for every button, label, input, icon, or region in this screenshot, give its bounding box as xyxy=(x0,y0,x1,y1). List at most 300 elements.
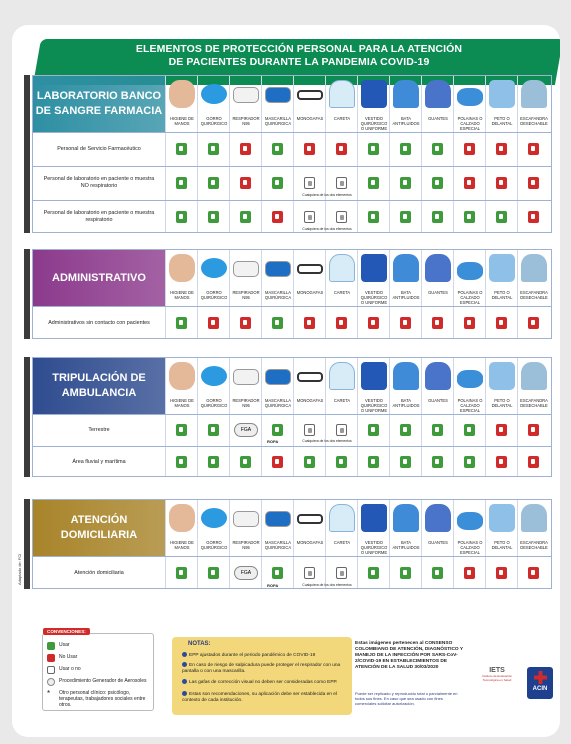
column-divider xyxy=(517,500,518,588)
column-header xyxy=(359,500,388,556)
thumbs-up-icon xyxy=(208,424,219,436)
thumbs-up-icon xyxy=(400,143,411,155)
thumbs-up-icon xyxy=(176,143,187,155)
shoe-cover-icon xyxy=(457,262,483,280)
column-header xyxy=(167,250,196,306)
column-label: HIGIENE DE MANOS xyxy=(170,290,194,300)
column-header xyxy=(455,76,484,132)
ropa-note: ROPA xyxy=(267,439,279,444)
goggles-icon xyxy=(297,264,323,274)
gloves-icon xyxy=(425,254,451,282)
apron-icon xyxy=(489,254,515,282)
column-divider xyxy=(485,76,486,232)
column-header xyxy=(231,250,260,306)
page-title xyxy=(44,43,554,69)
thumbs-up-icon xyxy=(368,456,379,468)
thumbs-up-icon xyxy=(176,317,187,329)
column-divider xyxy=(229,500,230,588)
column-header xyxy=(167,500,196,556)
column-header xyxy=(199,500,228,556)
section-side-bar xyxy=(24,249,30,339)
thumbs-optional-icon xyxy=(304,211,315,223)
column-header xyxy=(359,250,388,306)
column-header xyxy=(263,500,292,556)
number-icon xyxy=(182,679,187,684)
scrubs-icon xyxy=(361,254,387,282)
column-divider xyxy=(325,358,326,476)
column-divider xyxy=(357,250,358,338)
column-header xyxy=(327,250,356,306)
thumbs-up-icon xyxy=(272,567,283,579)
column-header xyxy=(487,250,516,306)
column-label: VESTIDO QUIRÚRGICO O UNIFORME xyxy=(360,290,388,305)
thumbs-up-icon xyxy=(208,456,219,468)
column-header xyxy=(327,76,356,132)
column-divider xyxy=(485,250,486,338)
column-divider xyxy=(293,500,294,588)
aerosol-cloud-icon: FGA xyxy=(234,423,258,437)
column-label: BATA ANTIFLUIDOS xyxy=(392,116,420,126)
section-table xyxy=(32,249,552,339)
thumbs-down-icon xyxy=(464,143,475,155)
thumbs-optional-icon xyxy=(304,424,315,436)
thumbs-down-icon xyxy=(272,211,283,223)
thumbs-up-icon xyxy=(240,456,251,468)
conventions-box xyxy=(42,629,154,711)
column-label: GUANTES xyxy=(428,290,448,295)
column-divider xyxy=(517,358,518,476)
gloves-icon xyxy=(425,504,451,532)
column-label: ESCAFANDRA DESECHABLE xyxy=(520,290,548,300)
column-divider xyxy=(197,358,198,476)
face-shield-icon xyxy=(329,80,355,108)
surgical-cap-icon xyxy=(201,258,227,278)
column-label: BATA ANTIFLUIDOS xyxy=(392,290,420,300)
goggles-icon xyxy=(297,372,323,382)
thumbs-down-icon xyxy=(240,317,251,329)
thumbs-optional-icon xyxy=(304,567,315,579)
thumbs-up-icon xyxy=(368,211,379,223)
thumbs-up-icon xyxy=(432,424,443,436)
column-header xyxy=(199,250,228,306)
column-label: MONOGAFAS xyxy=(296,290,324,295)
thumbs-down-icon xyxy=(464,177,475,189)
column-header xyxy=(359,76,388,132)
asterisk-icon: * xyxy=(47,689,51,698)
face-shield-icon xyxy=(329,254,355,282)
thumbs-up-icon xyxy=(368,143,379,155)
thumbs-up-icon xyxy=(208,567,219,579)
title-line-1: ELEMENTOS DE PROTECCIÓN PERSONAL PARA LA ATENCIÓN xyxy=(135,43,463,55)
column-divider xyxy=(453,358,454,476)
notes-title: NOTAS: xyxy=(188,641,211,647)
column-header xyxy=(423,250,452,306)
role-label: Área fluvial y marítima xyxy=(72,458,126,465)
column-divider xyxy=(325,500,326,588)
column-label: RESPIRADOR N95 xyxy=(232,290,260,300)
column-label: PETO O DELANTAL xyxy=(491,290,513,300)
note-item xyxy=(182,662,348,675)
thumbs-optional-icon xyxy=(336,177,347,189)
n95-respirator-icon xyxy=(233,261,259,277)
convention-label: Procedimiento Generador de Aerosoles xyxy=(59,678,147,684)
thumbs-down-icon xyxy=(528,317,539,329)
n95-respirator-icon xyxy=(233,87,259,103)
section-side-bar xyxy=(24,499,30,589)
thumbs-down-icon xyxy=(464,317,475,329)
column-label: RESPIRADOR N95 xyxy=(232,398,260,408)
surgical-mask-icon xyxy=(265,261,291,277)
column-label: ESCAFANDRA DESECHABLE xyxy=(520,116,548,126)
column-divider xyxy=(389,76,390,232)
column-label: MASCARILLA QUIRÚRGICA xyxy=(264,540,292,550)
column-divider xyxy=(421,500,422,588)
column-label: VESTIDO QUIRÚRGICO O UNIFORME xyxy=(360,116,388,131)
column-divider xyxy=(453,500,454,588)
column-header xyxy=(423,76,452,132)
role-label: Personal de Servicio Farmacéutico xyxy=(57,145,141,152)
ropa-note: ROPA xyxy=(267,583,279,588)
column-header xyxy=(295,500,324,556)
thumbs-down-icon xyxy=(496,456,507,468)
column-label: BATA ANTIFLUIDOS xyxy=(392,540,420,550)
source-footnote: Puede ser replicado y reproducido total o parcialmente en todos sus fines. En caso que sea usado con fines comerciales solicitar autorización. xyxy=(355,691,458,706)
convention-label: Usar xyxy=(59,642,70,648)
thumbs-down-icon xyxy=(528,177,539,189)
column-divider xyxy=(197,76,198,232)
column-divider xyxy=(357,500,358,588)
gloves-icon xyxy=(425,362,451,390)
gloves-icon xyxy=(425,80,451,108)
column-divider xyxy=(357,358,358,476)
section-title: TRIPULACIÓN DE AMBULANCIA xyxy=(33,358,165,414)
column-header xyxy=(487,358,516,414)
thumbs-up-icon xyxy=(400,456,411,468)
column-label: MONOGAFAS xyxy=(296,116,324,121)
column-label: VESTIDO QUIRÚRGICO O UNIFORME xyxy=(360,398,388,413)
column-divider xyxy=(229,250,230,338)
gown-icon xyxy=(393,362,419,390)
goggles-icon xyxy=(297,514,323,524)
thumbs-down-icon xyxy=(528,567,539,579)
column-header xyxy=(423,358,452,414)
thumbs-down-icon xyxy=(464,567,475,579)
column-header xyxy=(199,76,228,132)
either-element-note: Cualquiera de los dos elementos xyxy=(302,583,352,587)
column-divider xyxy=(453,76,454,232)
column-header xyxy=(455,250,484,306)
convention-no-use xyxy=(47,654,151,662)
column-header xyxy=(359,358,388,414)
surgical-cap-icon xyxy=(201,84,227,104)
either-element-note: Cualquiera de los dos elementos xyxy=(302,193,352,197)
apron-icon xyxy=(489,80,515,108)
thumbs-down-icon xyxy=(240,177,251,189)
thumbs-down-icon xyxy=(400,317,411,329)
column-divider xyxy=(357,76,358,232)
column-header xyxy=(231,500,260,556)
thumbs-down-icon xyxy=(496,567,507,579)
column-label: MASCARILLA QUIRÚRGICA xyxy=(264,398,292,408)
column-header xyxy=(263,76,292,132)
thumbs-up-icon xyxy=(47,642,55,650)
thumbs-up-icon xyxy=(208,177,219,189)
column-header xyxy=(519,250,548,306)
column-header xyxy=(167,76,196,132)
thumbs-up-icon xyxy=(368,567,379,579)
thumbs-up-icon xyxy=(432,143,443,155)
note-text: Las gafas de corrección visual no deben ser consideradas como EPP. xyxy=(189,679,338,685)
column-label: ESCAFANDRA DESECHABLE xyxy=(520,540,548,550)
thumbs-up-icon xyxy=(496,211,507,223)
section-table xyxy=(32,499,552,589)
scrubs-icon xyxy=(361,362,387,390)
column-label: CARETA xyxy=(333,290,351,295)
column-header xyxy=(295,76,324,132)
column-label: PETO O DELANTAL xyxy=(491,540,513,550)
surgical-mask-icon xyxy=(265,87,291,103)
column-label: GORRO QUIRÚRGICO xyxy=(200,116,228,126)
thumbs-down-icon xyxy=(528,211,539,223)
column-header xyxy=(295,358,324,414)
column-divider xyxy=(485,358,486,476)
thumbs-up-icon xyxy=(432,211,443,223)
number-icon xyxy=(182,662,187,667)
column-header xyxy=(391,76,420,132)
column-divider xyxy=(389,358,390,476)
column-label: POLAINAS O CALZADO ESPECIAL xyxy=(457,398,483,413)
thumbs-up-icon xyxy=(432,456,443,468)
thumbs-down-icon xyxy=(368,317,379,329)
column-label: MASCARILLA QUIRÚRGICA xyxy=(264,116,292,126)
note-text: Estas son recomendaciones, su aplicación debe ser establecida en el contexto de cada institución. xyxy=(182,691,337,703)
hand-wash-icon xyxy=(169,80,195,108)
face-shield-icon xyxy=(329,504,355,532)
gown-icon xyxy=(393,80,419,108)
column-divider xyxy=(165,76,166,232)
thumbs-up-icon xyxy=(400,211,411,223)
column-label: POLAINAS O CALZADO ESPECIAL xyxy=(457,540,483,555)
cloud-icon xyxy=(47,678,55,686)
thumbs-up-icon xyxy=(432,567,443,579)
thumbs-up-icon xyxy=(176,424,187,436)
column-header xyxy=(455,358,484,414)
column-label: PETO O DELANTAL xyxy=(491,116,513,126)
hood-icon xyxy=(521,362,547,390)
thumbs-up-icon xyxy=(176,456,187,468)
thumbs-up-icon xyxy=(432,177,443,189)
section-side-bar xyxy=(24,357,30,477)
column-label: RESPIRADOR N95 xyxy=(232,116,260,126)
hand-wash-icon xyxy=(169,504,195,532)
column-divider xyxy=(421,250,422,338)
role-label: Personal de laboratorio en paciente o muestra respiratorio xyxy=(43,210,155,223)
thumbs-up-icon xyxy=(464,211,475,223)
section-title: ADMINISTRATIVO xyxy=(33,250,165,306)
column-header xyxy=(231,76,260,132)
column-divider xyxy=(325,76,326,232)
shoe-cover-icon xyxy=(457,370,483,388)
column-header xyxy=(519,358,548,414)
role-label: Terrestre xyxy=(88,426,110,433)
thumbs-up-icon xyxy=(176,211,187,223)
thumbs-up-icon xyxy=(272,317,283,329)
thumbs-up-icon xyxy=(272,177,283,189)
thumbs-down-icon xyxy=(432,317,443,329)
column-label: ESCAFANDRA DESECHABLE xyxy=(520,398,548,408)
column-divider xyxy=(389,500,390,588)
convention-label: Otro personal clínico: psicólogo, terapeutas, trabajadores sociales entre otros. xyxy=(59,690,146,708)
apron-icon xyxy=(489,362,515,390)
hood-icon xyxy=(521,80,547,108)
column-label: MONOGAFAS xyxy=(296,398,324,403)
thumbs-down-icon xyxy=(272,456,283,468)
role-label: Personal de laboratorio en paciente o muestra NO respiratorio xyxy=(43,176,155,189)
either-element-note: Cualquiera de los dos elementos xyxy=(302,227,352,231)
column-label: BATA ANTIFLUIDOS xyxy=(392,398,420,408)
convention-optional xyxy=(47,666,151,674)
thumbs-up-icon xyxy=(272,143,283,155)
acin-logo xyxy=(527,667,553,699)
column-divider xyxy=(261,358,262,476)
column-label: GORRO QUIRÚRGICO xyxy=(200,290,228,300)
thumbs-up-icon xyxy=(464,456,475,468)
column-label: MONOGAFAS xyxy=(296,540,324,545)
convention-label: Usar o no xyxy=(59,666,81,672)
column-divider xyxy=(293,250,294,338)
column-header xyxy=(391,358,420,414)
thumbs-up-icon xyxy=(400,177,411,189)
hood-icon xyxy=(521,254,547,282)
column-label: CARETA xyxy=(333,398,351,403)
section-table xyxy=(32,357,552,477)
column-label: RESPIRADOR N95 xyxy=(232,540,260,550)
column-label: VESTIDO QUIRÚRGICO O UNIFORME xyxy=(360,540,388,555)
note-item xyxy=(182,679,348,686)
column-label: MASCARILLA QUIRÚRGICA xyxy=(264,290,292,300)
conventions-title: CONVENCIONES: xyxy=(43,628,90,635)
thumbs-up-icon xyxy=(176,567,187,579)
column-label: HIGIENE DE MANOS xyxy=(170,116,194,126)
column-header xyxy=(167,358,196,414)
column-divider xyxy=(165,250,166,338)
thumbs-optional-icon xyxy=(336,567,347,579)
convention-aerosol xyxy=(47,678,151,686)
column-divider xyxy=(421,76,422,232)
note-text: En caso de riesgo de salpicadura puede proteger el respirador con una pantalla o con una mascarilla. xyxy=(182,662,341,674)
thumbs-up-icon xyxy=(176,177,187,189)
either-element-note: Cualquiera de los dos elementos xyxy=(302,439,352,443)
convention-label: No Usar xyxy=(59,654,78,660)
column-header xyxy=(487,500,516,556)
thumbs-down-icon xyxy=(496,424,507,436)
column-header xyxy=(263,250,292,306)
thumbs-down-icon xyxy=(336,317,347,329)
column-divider xyxy=(229,76,230,232)
column-label: GUANTES xyxy=(428,398,448,403)
thumbs-up-icon xyxy=(272,424,283,436)
thumbs-optional-icon xyxy=(336,211,347,223)
column-label: CARETA xyxy=(333,540,351,545)
thumbs-down-icon xyxy=(304,143,315,155)
column-divider xyxy=(261,250,262,338)
column-divider xyxy=(325,250,326,338)
thumbs-optional-icon xyxy=(336,424,347,436)
column-label: GORRO QUIRÚRGICO xyxy=(200,398,228,408)
section-title: ATENCIÓN DOMICILIARIA xyxy=(33,500,165,556)
thumbs-down-icon xyxy=(240,143,251,155)
column-label: HIGIENE DE MANOS xyxy=(170,398,194,408)
column-label: PETO O DELANTAL xyxy=(491,398,513,408)
thumbs-down-icon xyxy=(528,456,539,468)
source-text: Estas imágenes pertenecen al CONSENSO COLOMBIANO DE ATENCIÓN, DIAGNÓSTICO Y MANEJO DE LA INFECCIÓN POR SARS-CoV-2/COVID-19 EN ESTABLECIMIENTOS DE ATENCIÓN DE LA SALUD 30/03/2020 xyxy=(355,641,464,670)
iets-logo-text: IETS xyxy=(489,667,505,674)
gown-icon xyxy=(393,504,419,532)
thumbs-down-icon xyxy=(496,317,507,329)
column-label: CARETA xyxy=(333,116,351,121)
title-line-2: DE PACIENTES DURANTE LA PANDEMIA COVID-19 xyxy=(168,56,430,68)
convention-use xyxy=(47,642,151,650)
column-divider xyxy=(453,250,454,338)
thumbs-down-icon xyxy=(496,143,507,155)
thumbs-up-icon xyxy=(464,424,475,436)
thumbs-optional-icon xyxy=(47,666,55,674)
red-cross-icon xyxy=(534,671,547,684)
column-divider xyxy=(229,358,230,476)
column-header xyxy=(487,76,516,132)
column-divider xyxy=(389,250,390,338)
thumbs-up-icon xyxy=(304,456,315,468)
thumbs-up-icon xyxy=(208,143,219,155)
note-item xyxy=(182,652,348,659)
scrubs-icon xyxy=(361,80,387,108)
column-label: GUANTES xyxy=(428,116,448,121)
column-header xyxy=(199,358,228,414)
shoe-cover-icon xyxy=(457,512,483,530)
note-item xyxy=(182,691,348,704)
surgical-cap-icon xyxy=(201,366,227,386)
thumbs-up-icon xyxy=(336,456,347,468)
column-divider xyxy=(197,500,198,588)
thumbs-down-icon xyxy=(304,317,315,329)
section-side-bar xyxy=(24,75,30,233)
column-label: POLAINAS O CALZADO ESPECIAL xyxy=(457,290,483,305)
hand-wash-icon xyxy=(169,362,195,390)
column-divider xyxy=(261,76,262,232)
column-divider xyxy=(165,500,166,588)
thumbs-up-icon xyxy=(240,211,251,223)
thumbs-down-icon xyxy=(496,177,507,189)
hand-wash-icon xyxy=(169,254,195,282)
face-shield-icon xyxy=(329,362,355,390)
thumbs-down-icon xyxy=(208,317,219,329)
column-divider xyxy=(197,250,198,338)
section-table xyxy=(32,75,552,233)
column-label: POLAINAS O CALZADO ESPECIAL xyxy=(457,116,483,131)
thumbs-up-icon xyxy=(400,424,411,436)
section-title: LABORATORIO BANCO DE SANGRE FARMACIA xyxy=(33,76,165,132)
scrubs-icon xyxy=(361,504,387,532)
acin-logo-text: ACIN xyxy=(532,686,548,692)
gown-icon xyxy=(393,254,419,282)
column-header xyxy=(263,358,292,414)
thumbs-up-icon xyxy=(368,424,379,436)
convention-other xyxy=(47,690,151,708)
column-label: HIGIENE DE MANOS xyxy=(170,540,194,550)
number-icon xyxy=(182,691,187,696)
thumbs-up-icon xyxy=(208,211,219,223)
column-divider xyxy=(485,500,486,588)
